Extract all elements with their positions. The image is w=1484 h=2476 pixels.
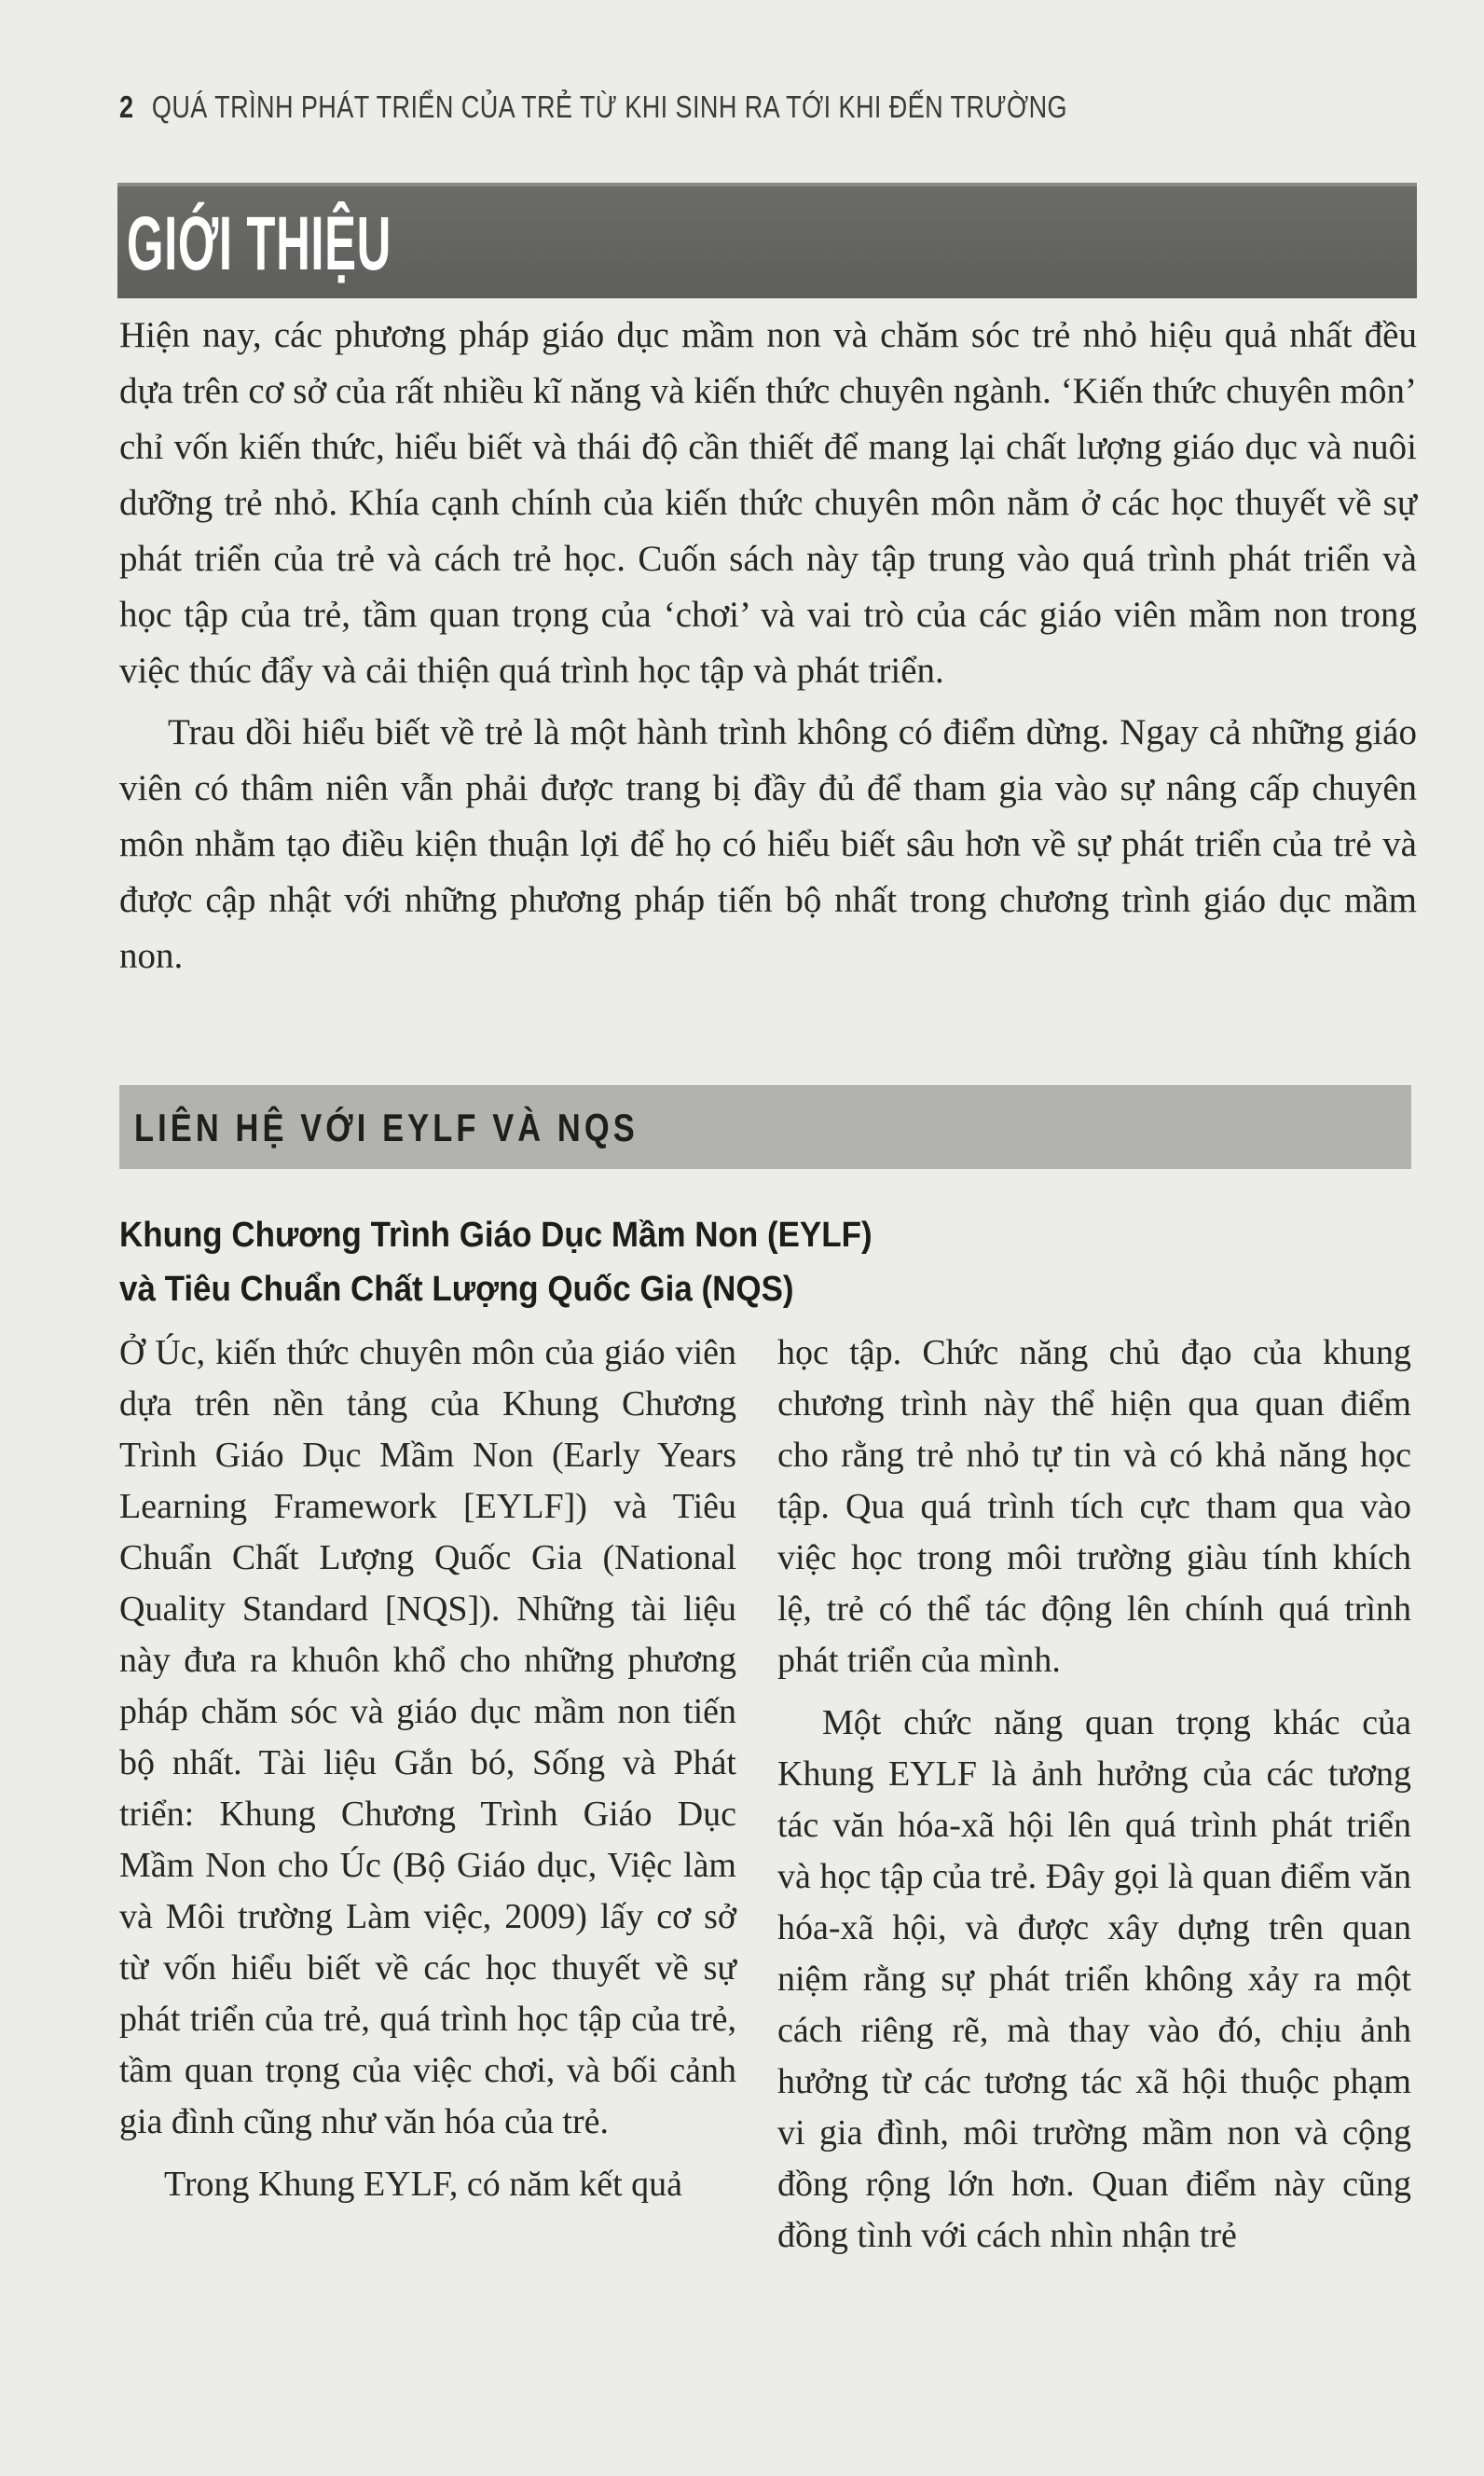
running-title: QUÁ TRÌNH PHÁT TRIỂN CỦA TRẺ TỪ KHI SINH RA TỚI KHI ĐẾN TRƯỜNG [151,89,1067,124]
intro-paragraph: Hiện nay, các phương pháp giáo dục mầm non và chăm sóc trẻ nhỏ hiệu quả nhất đều dựa trên cơ sở của rất nhiều kĩ năng và kiến thức chuyên ngành. ‘Kiến thức chuyên môn’ chỉ vốn kiến thức, hiểu biết và thái độ cần thiết để mang lại chất lượng giáo dục và nuôi dưỡng trẻ nhỏ. Khía cạnh chính của kiến thức chuyên môn nằm ở các học thuyết về sự phát triển của trẻ và cách trẻ học. Cuốn sách này tập trung vào quá trình phát triển và học tập của trẻ, tầm quan trọng của ‘chơi’ và vai trò của các giáo viên mầm non trong việc thúc đẩy và cải thiện quá trình học tập và phát triển. [119,315,1417,691]
intro-body [119,308,1417,984]
left-column [119,1327,736,2210]
body-paragraph: học tập. Chức năng chủ đạo của khung chương trình này thể hiện qua quan điểm cho rằng trẻ nhỏ tự tin và có khả năng học tập. Qua quá trình tích cực tham qua vào việc học trong môi trường giàu tính khích lệ, trẻ có thể tác động lên chính quá trình phát triển của mình. [777,1333,1411,1680]
section-title: LIÊN HỆ VỚI EYLF VÀ NQS [134,1106,639,1149]
body-paragraph: Ở Úc, kiến thức chuyên môn của giáo viên dựa trên nền tảng của Khung Chương Trình Giáo Dục Mầm Non (Early Years Learning Framework [EYLF]) và Tiêu Chuẩn Chất Lượng Quốc Gia (National Quality Standard [NQS]). Những tài liệu này đưa ra khuôn khổ cho những phương pháp chăm sóc và giáo dục mầm non tiến bộ nhất. Tài liệu Gắn bó, Sống và Phát triển: Khung Chương Trình Giáo Dục Mầm Non cho Úc (Bộ Giáo dục, Việc làm và Môi trường Làm việc, 2009) lấy cơ sở từ vốn hiểu biết về các học thuyết về sự phát triển của trẻ, quá trình học tập của trẻ, tầm quan trọng của việc chơi, và bối cảnh gia đình cũng như văn hóa của trẻ. [119,1333,736,2141]
page-number: 2 [119,89,134,124]
right-column [777,1327,1411,2262]
subheading [119,1208,1417,1316]
intro-title: GIỚI THIỆU [127,201,392,286]
body-paragraph: Một chức năng quan trọng khác của Khung EYLF là ảnh hưởng của các tương tác văn hóa-xã hội lên quá trình phát triển và học tập của trẻ. Đây gọi là quan điểm văn hóa-xã hội, và được xây dựng trên quan niệm rằng sự phát triển không xảy ra một cách riêng rẽ, mà thay vào đó, chịu ảnh hưởng từ các tương tác xã hội thuộc phạm vi gia đình, môi trường mầm non và cộng đồng rộng lớn hơn. Quan điểm này cũng đồng tình với cách nhìn nhận trẻ [777,1703,1411,2255]
subheading-line: Khung Chương Trình Giáo Dục Mầm Non (EYLF) [119,1216,873,1255]
intro-title-banner [117,183,1417,298]
body-paragraph: Trong Khung EYLF, có năm kết quả [164,2165,683,2204]
section-title-banner [119,1085,1411,1169]
intro-paragraph: Trau dồi hiểu biết về trẻ là một hành trình không có điểm dừng. Ngay cả những giáo viên có thâm niên vẫn phải được trang bị đầy đủ để tham gia vào sự nâng cấp chuyên môn nhằm tạo điều kiện thuận lợi để họ có hiểu biết sâu hơn về sự phát triển của trẻ và được cập nhật với những phương pháp tiến bộ nhất trong chương trình giáo dục mầm non. [119,712,1417,976]
subheading-line: và Tiêu Chuẩn Chất Lượng Quốc Gia (NQS) [119,1270,794,1309]
running-header [119,89,1067,125]
